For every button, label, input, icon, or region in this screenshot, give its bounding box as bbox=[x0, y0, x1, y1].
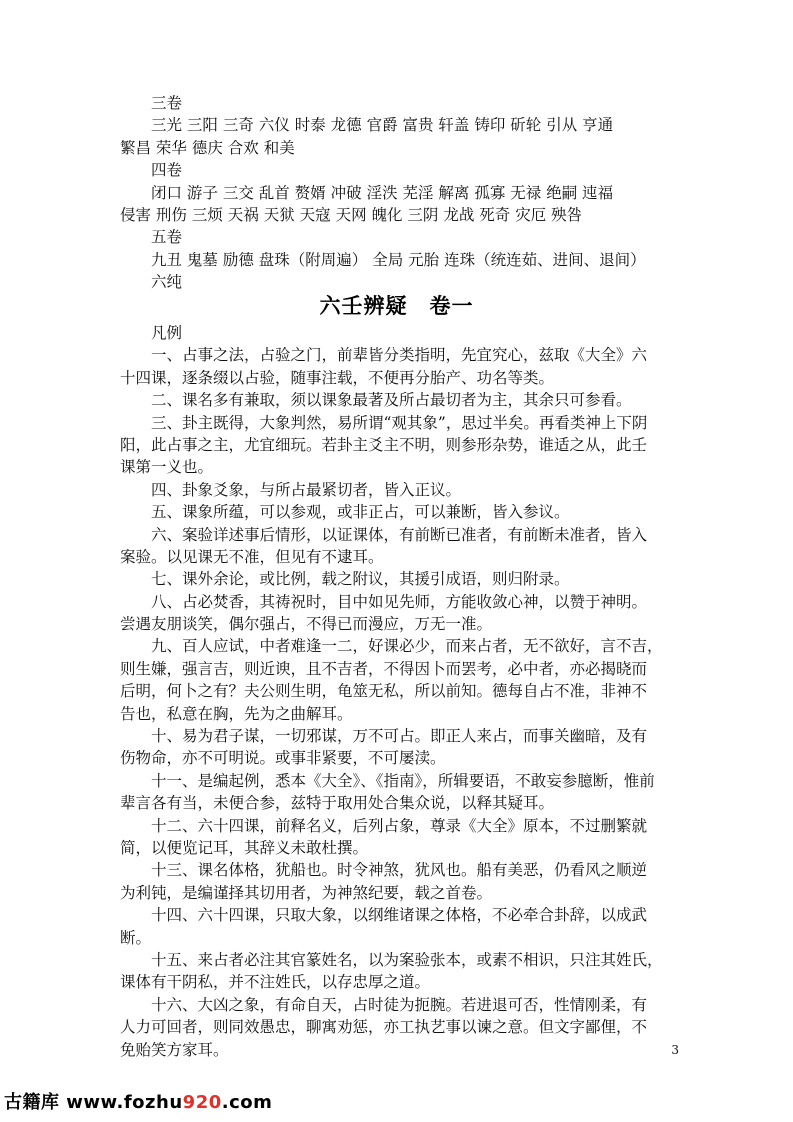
chapter-title: 六壬辨疑 卷一 bbox=[319, 294, 474, 318]
text-line: 八、占必焚香，其祷祝时，目中如见先师，方能收敛心神，以赞于神明。 bbox=[151, 592, 648, 611]
table-of-contents bbox=[120, 92, 685, 294]
text-line: 凡例 bbox=[151, 324, 183, 342]
text-line: 人力可回者，则同效愚忠，聊寓劝惩，亦工执艺事以谏之意。但文字鄙俚，不 bbox=[120, 1018, 648, 1037]
text-line: 辈言各有当，未便合参，兹特于取用处合集众说，以释其疑耳。 bbox=[120, 794, 555, 813]
site-url-suffix: .com bbox=[221, 1092, 273, 1113]
text-line: 一、占事之法，占验之门，前辈皆分类指明，先宜究心，兹取《大全》六 bbox=[151, 346, 648, 365]
toc-line: 闭口 游子 三交 乱首 赘婿 冲破 淫泆 芜淫 解离 孤寡 无禄 绝嗣 迍福 bbox=[151, 183, 614, 202]
site-watermark[interactable] bbox=[4, 1088, 272, 1114]
text-line: 十二、六十四课，前释名义，后列占象，尊录《大全》原本，不过删繁就 bbox=[151, 816, 648, 835]
toc-line: 繁昌 荣华 德庆 合欢 和美 bbox=[120, 138, 295, 157]
text-line: 课体有干阴私，并不注姓氏，以存忠厚之道。 bbox=[120, 973, 431, 992]
page-number: 3 bbox=[671, 1043, 679, 1057]
text-line: 课第一义也。 bbox=[120, 458, 214, 477]
text-line: 免贻笑方家耳。 bbox=[120, 1040, 229, 1059]
text-line: 案验。以见课无不准，但见有不逮耳。 bbox=[120, 547, 384, 566]
text-line: 七、课外余论，或比例，载之附议，其援引成语，则归附录。 bbox=[151, 570, 570, 589]
text-line: 十四课，逐条缀以占验，随事注载，不便再分胎产、功名等类。 bbox=[120, 368, 555, 387]
text-line: 三、卦主既得，大象判然，易所谓“观其象”，思过半矣。再看类神上下阴 bbox=[151, 413, 648, 432]
text-line: 则生嫌，强言吉，则近谀，且不吉者，不得因卜而罢考，必中者，亦必揭晓而 bbox=[120, 659, 648, 678]
text-line: 九、百人应试，中者难逢一二，好课必少，而来占者，无不欲好，言不吉， bbox=[151, 637, 663, 656]
text-line: 为利钝，是编谨择其切用者，为神煞纪要，载之首卷。 bbox=[120, 883, 493, 902]
toc-line: 三光 三阳 三奇 六仪 时泰 龙德 官爵 富贵 轩盖 铸印 斫轮 引从 亨通 bbox=[151, 116, 614, 135]
text-line: 六、案验详述事后情形，以证课体，有前断已准者，有前断未准者，皆入 bbox=[151, 525, 648, 544]
toc-line: 三卷 bbox=[151, 94, 183, 112]
toc-line: 四卷 bbox=[151, 161, 183, 180]
text-line: 简，以便览记耳，其辞义未敢杜撰。 bbox=[120, 838, 369, 857]
toc-line: 侵害 刑伤 三烦 天祸 天狱 天寇 天网 魄化 三阴 龙战 死奇 灾厄 殃咎 bbox=[120, 205, 583, 224]
text-line: 四、卦象爻象，与所占最紧切者，皆入正议。 bbox=[151, 480, 462, 499]
site-url-prefix: www.fozhu bbox=[66, 1092, 183, 1113]
text-line: 断。 bbox=[120, 928, 152, 947]
text-line: 十三、课名体格，犹船也。时令神煞，犹风也。船有美恶，仍看风之顺逆 bbox=[151, 861, 648, 880]
text-line: 十六、大凶之象，有命自天，占时徒为扼腕。若进退可否，性情刚柔，有 bbox=[151, 995, 648, 1014]
toc-line: 五卷 bbox=[151, 228, 183, 247]
text-line: 十五、来占者必注其官篆姓名，以为案验张本，或素不相识，只注其姓氏， bbox=[151, 950, 663, 969]
text-line: 十四、六十四课，只取大象，以纲维诸课之体格，不必牵合卦辞，以成武 bbox=[151, 906, 648, 925]
body-text bbox=[120, 322, 685, 1061]
text-line: 告也，私意在胸，先为之曲解耳。 bbox=[120, 704, 353, 723]
text-line: 伤物命，亦不可明说。或事非紧要，不可屡渎。 bbox=[120, 749, 446, 768]
text-line: 十、易为君子谋，一切邪谋，万不可占。即正人来占，而事关幽暗，及有 bbox=[151, 727, 648, 746]
site-url-number: 920 bbox=[182, 1092, 222, 1113]
toc-line: 九丑 鬼墓 励德 盘珠（附周遍） 全局 元胎 连珠（统连茹、进间、退间） bbox=[151, 250, 646, 269]
site-label: 古籍库 bbox=[4, 1092, 60, 1113]
text-line: 二、课名多有兼取，须以课象最著及所占最切者为主，其余只可参看。 bbox=[151, 391, 632, 410]
text-line: 阳，此占事之主，尤宜细玩。若卦主爻主不明，则参形杂势，谁适之从，此壬 bbox=[120, 435, 648, 454]
text-line: 尝遇友朋谈笑，偶尔强占，不得已而漫应，万无一准。 bbox=[120, 615, 493, 634]
text-line: 后明，何卜之有？夫公则生明，龟筮无私，所以前知。德每自占不准，非神不 bbox=[120, 682, 648, 701]
text-line: 五、课象所蕴，可以参观，或非正占，可以兼断，皆入参议。 bbox=[151, 503, 570, 522]
toc-line: 六纯 bbox=[151, 273, 183, 292]
text-line: 十一、是编起例，悉本《大全》、《指南》，所辑要语，不敢妄参臆断，惟前 bbox=[151, 771, 655, 790]
